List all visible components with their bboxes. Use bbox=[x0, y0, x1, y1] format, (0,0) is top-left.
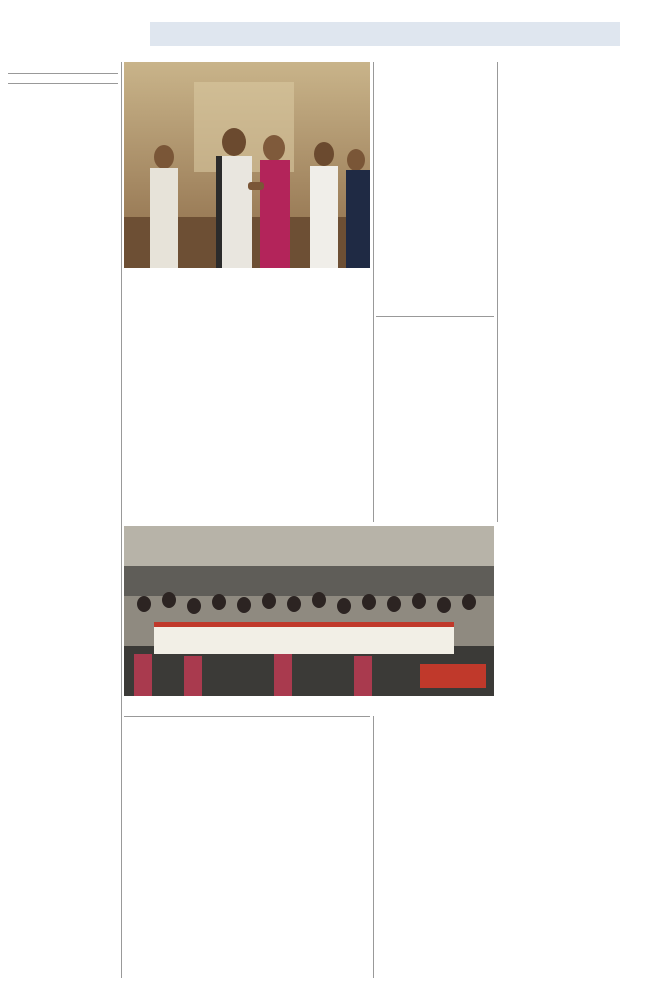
divider bbox=[8, 73, 118, 74]
column-rule bbox=[497, 62, 498, 522]
divider bbox=[124, 716, 370, 717]
mozammel-article bbox=[376, 154, 494, 314]
protest-photo bbox=[124, 526, 494, 696]
du-article bbox=[376, 384, 494, 522]
parishad-article bbox=[376, 768, 494, 978]
us-article bbox=[8, 88, 118, 90]
left-column bbox=[8, 62, 118, 978]
column-rule bbox=[373, 62, 374, 522]
column-rule bbox=[373, 716, 374, 978]
main-photo bbox=[124, 62, 370, 268]
quader-col2 bbox=[249, 774, 370, 978]
youth-article bbox=[8, 78, 118, 80]
human-chain-photo bbox=[124, 526, 494, 696]
divider bbox=[376, 316, 494, 317]
handshake-photo bbox=[124, 62, 370, 268]
lead-col2 bbox=[249, 378, 370, 522]
quader-col1 bbox=[124, 774, 245, 978]
section-bar bbox=[150, 22, 620, 46]
lead-col1 bbox=[124, 378, 245, 522]
divider bbox=[8, 83, 118, 84]
column-rule bbox=[121, 62, 122, 978]
ivy-article bbox=[8, 67, 118, 69]
